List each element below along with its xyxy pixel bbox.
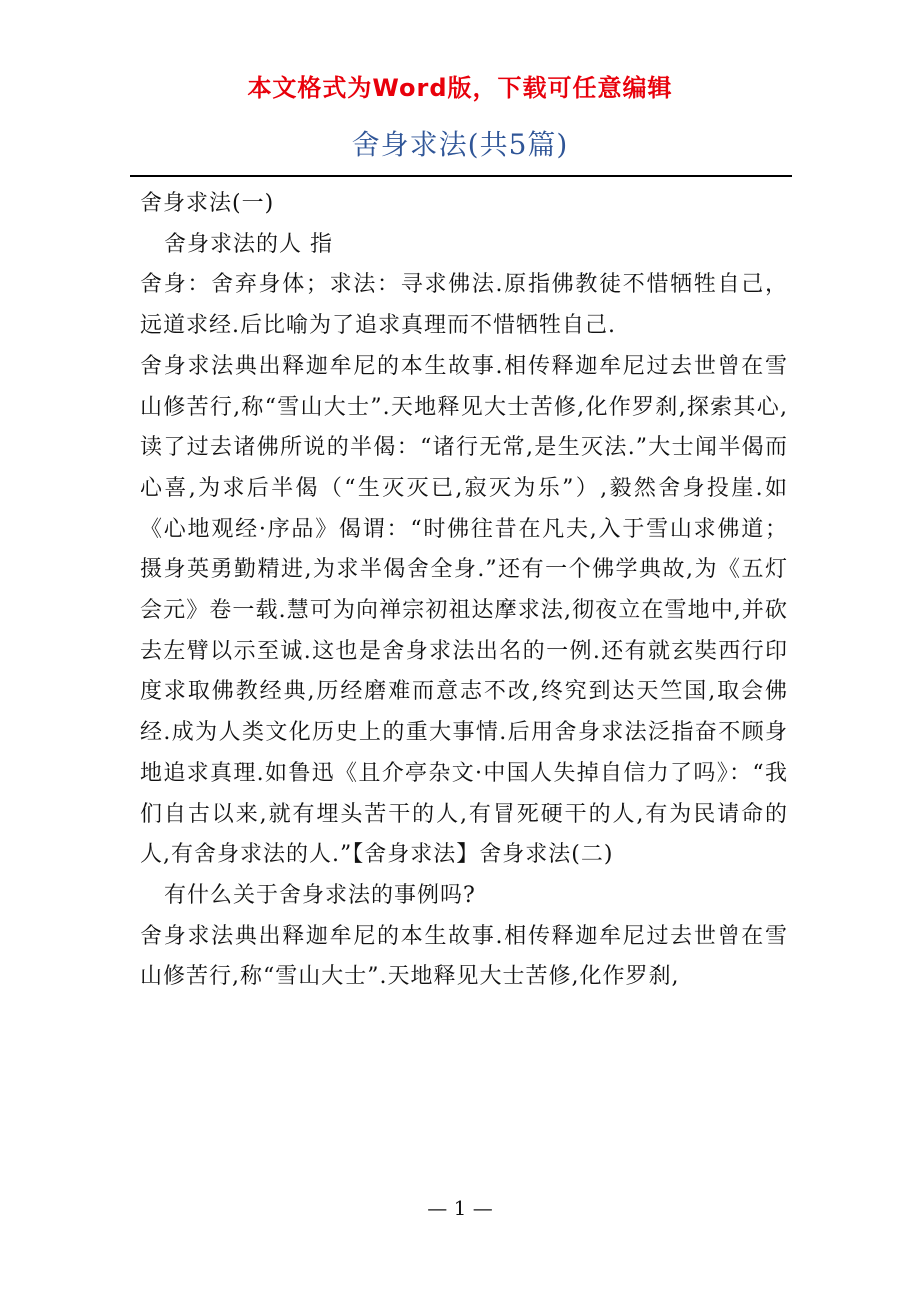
origin-paragraph: 舍身求法典出释迦牟尼的本生故事.相传释迦牟尼过去世曾在雪山修苦行,称“雪山大士”.天地释见大士苦修,化作罗刹,探索其心,读了过去诸佛所说的半偈：“诸行无常,是生灭法.”大士闻半偈而心喜,为求后半偈（“生灭灭已,寂灭为乐”）,毅然舍身投崖.如《心地观经·序品》偈谓：“时佛往昔在凡夫,入于雪山求佛道；摄身英勇勤精进,为求半偈舍全身.”还有一个佛学典故,为《五灯会元》卷一载.慧可为向禅宗初祖达摩求法,彻夜立在雪地中,并砍去左臂以示至诚.这也是舍身求法出名的一例.还有就玄奘西行印度求取佛教经典,历经磨难而意志不改,终究到达天竺国,取会佛经.成为人类文化历史上的重大事情.后用舍身求法泛指奋不顾身地追求真理.如鲁迅《且介亭杂文·中国人失掉自信力了吗》：“我们自古以来,就有埋头苦干的人,有冒死硬干的人,有为民请命的人,有舍身求法的人.”【舍身求法】舍身求法(二) (140, 353, 788, 868)
definition-paragraph: 舍身：舍弃身体；求法：寻求佛法.原指佛教徒不惜牺牲自己，远道求经.后比喻为了追求真理而不惜牺牲自己. (140, 272, 788, 339)
section-heading: 舍身求法(一) (140, 191, 275, 216)
document-title: 舍身求法(共5篇) (351, 128, 569, 161)
question-heading: 有什么关于舍身求法的事例吗? (164, 882, 476, 908)
subheading: 舍身求法的人 指 (164, 231, 333, 257)
format-notice-banner: 本文格式为Word版，下载可任意编辑 (247, 74, 673, 102)
page-number: — 1 — (427, 1196, 493, 1220)
document-body (140, 184, 788, 998)
answer-paragraph: 舍身求法典出释迦牟尼的本生故事.相传释迦牟尼过去世曾在雪山修苦行,称“雪山大士”.天地释见大士苦修,化作罗刹, (140, 923, 788, 990)
title-divider (130, 175, 792, 177)
